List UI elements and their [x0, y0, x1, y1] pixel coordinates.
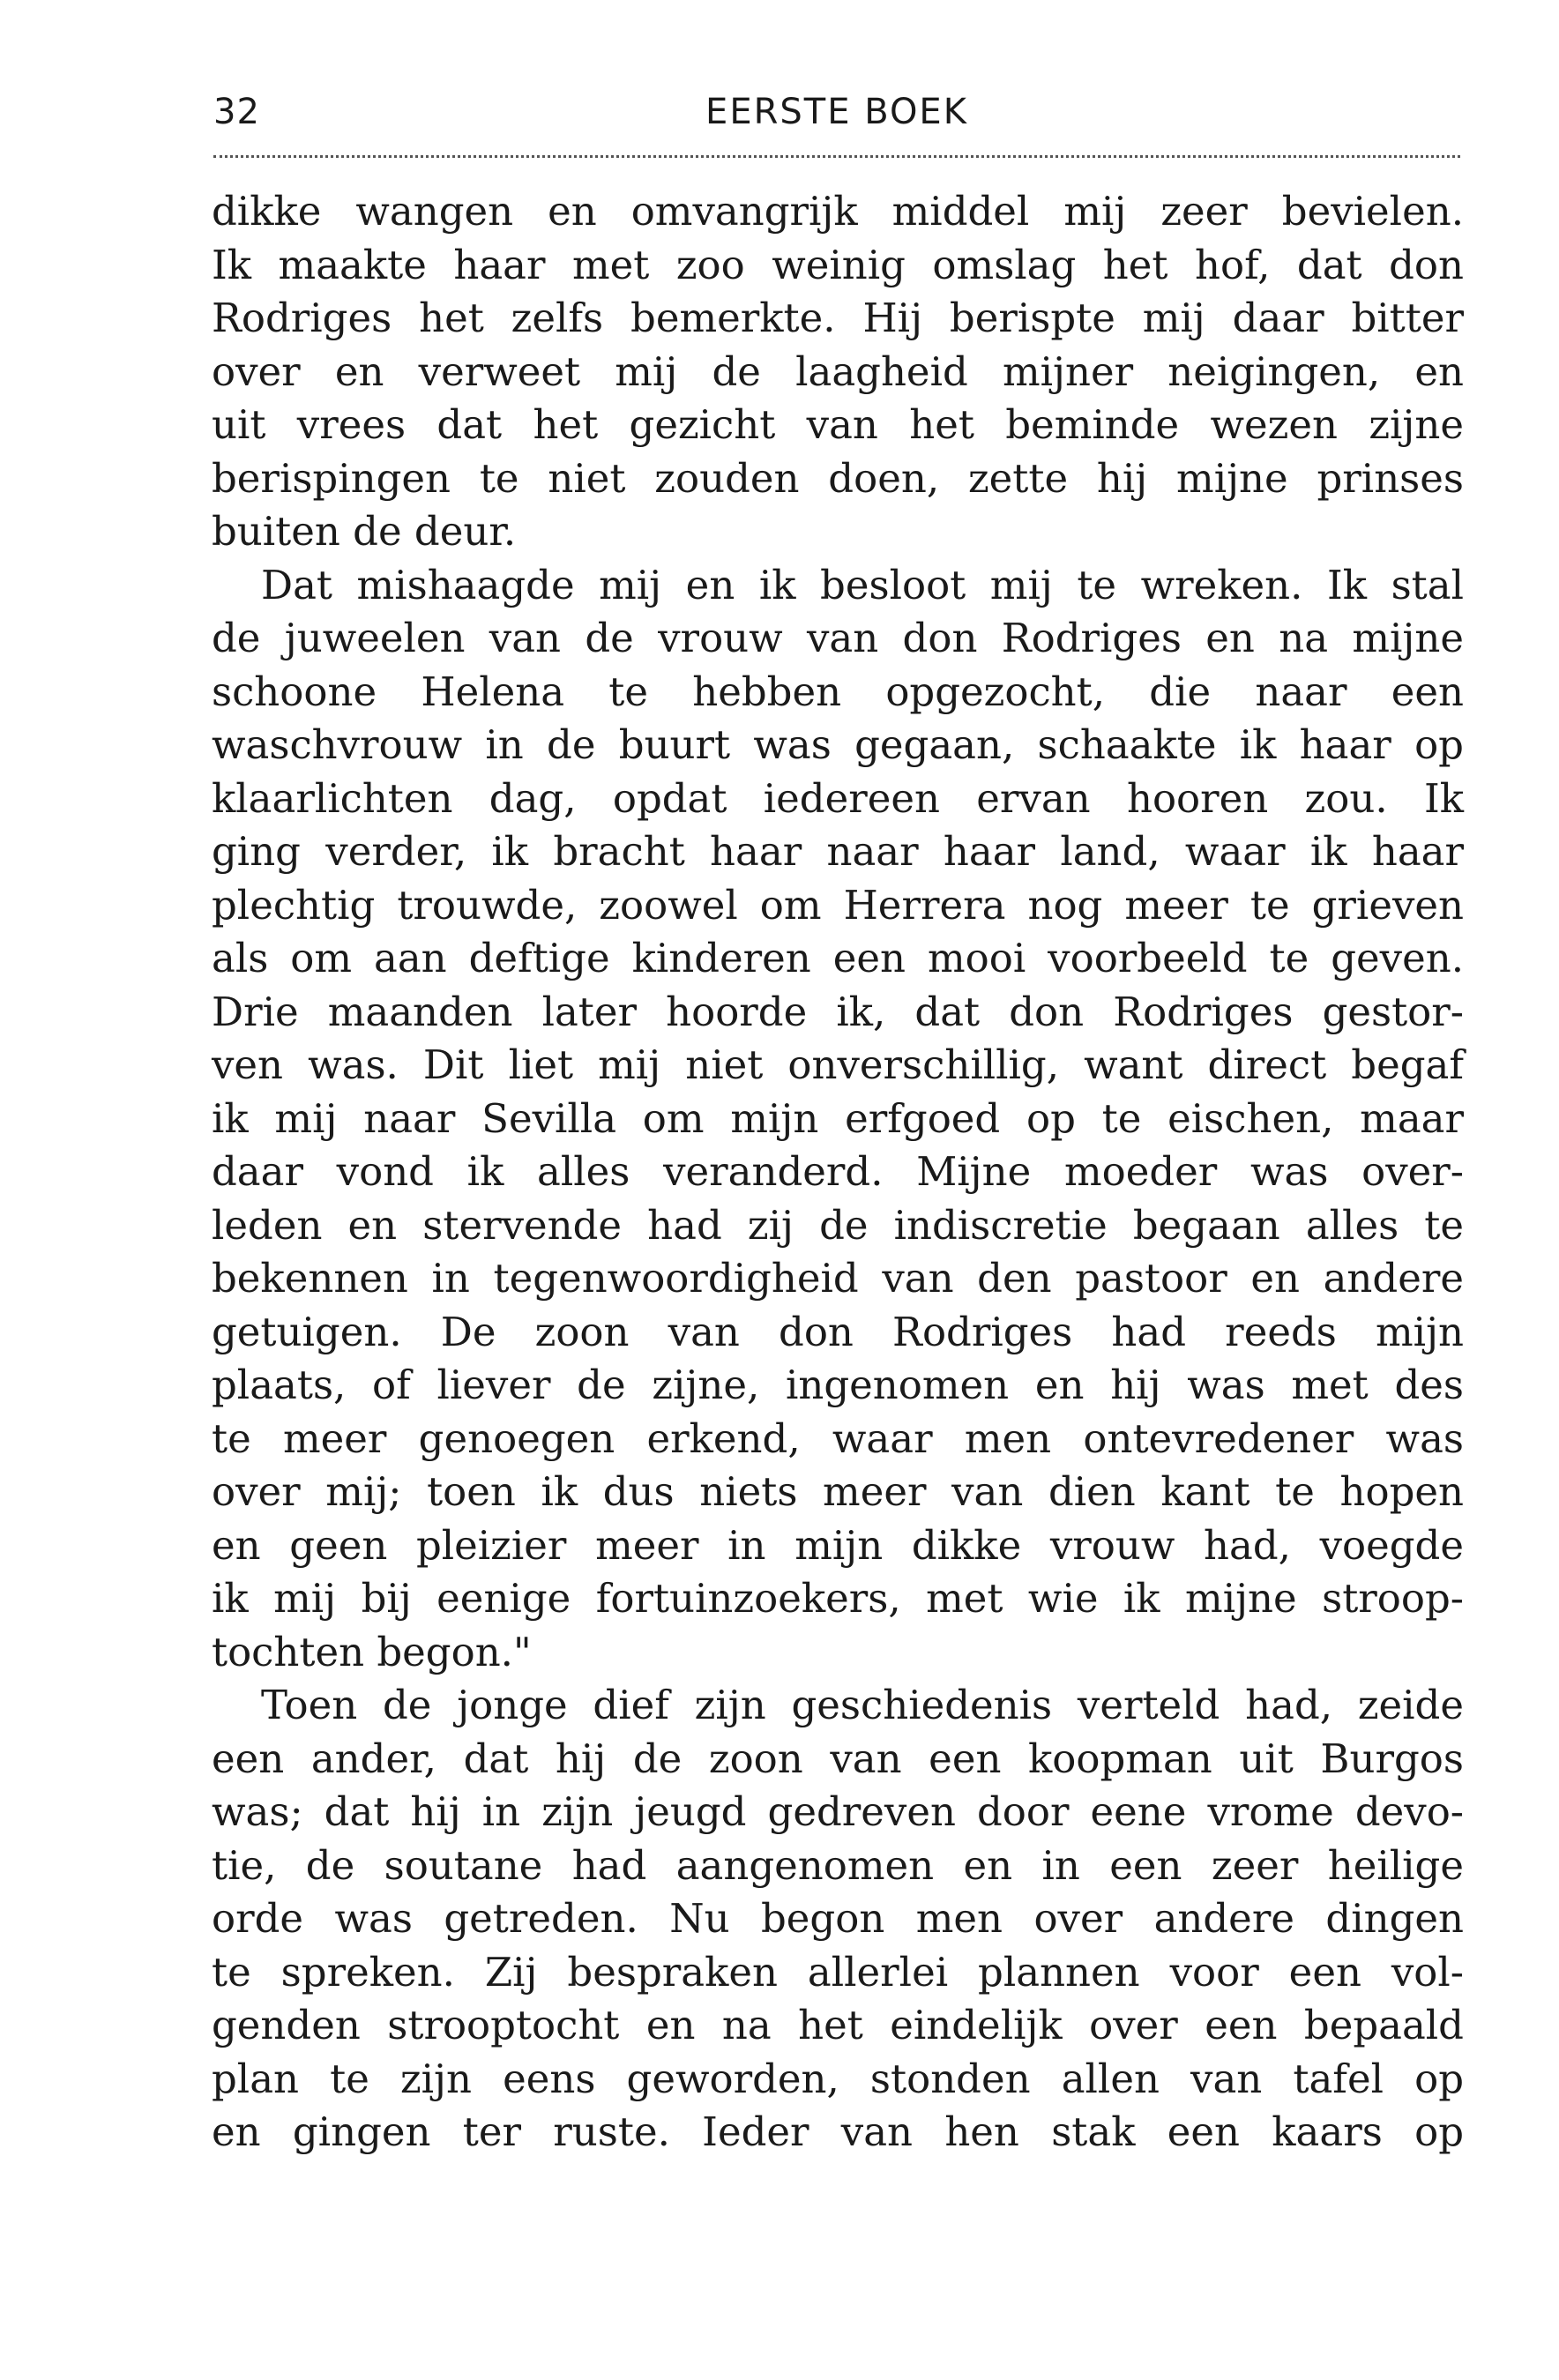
text-line: was; dat hij in zijn jeugd gedreven door eene vrome devo- — [212, 1788, 1464, 1835]
text-line: ik mij bij eenige fortuinzoekers, met wie ik mijne stroop- — [212, 1575, 1464, 1622]
text-line: daar vond ik alles veranderd. Mijne moeder was over- — [212, 1148, 1464, 1195]
text-line: Drie maanden later hoorde ik, dat don Rodriges gestor- — [212, 988, 1464, 1035]
text-line: schoone Helena te hebben opgezocht, die naar een — [212, 668, 1464, 715]
page-number: 32 — [213, 92, 260, 132]
running-title: EERSTE BOEK — [705, 92, 968, 132]
text-line: te meer genoegen erkend, waar men ontevredener was — [212, 1414, 1464, 1462]
text-line: tochten begon." — [212, 1628, 532, 1675]
text-line: orde was getreden. Nu begon men over andere dingen — [212, 1895, 1464, 1942]
text-line: een ander, dat hij de zoon van een koopman uit Burgos — [212, 1735, 1464, 1782]
text-line: bekennen in tegenwoordigheid van den pastoor en andere — [212, 1255, 1464, 1302]
text-line: en gingen ter ruste. Ieder van hen stak een kaars op — [212, 2108, 1464, 2155]
text-line: ven was. Dit liet mij niet onverschillig, want direct begaf — [212, 1041, 1464, 1088]
paragraph-start-line: Toen de jonge dief zijn geschiedenis verteld had, zeide — [261, 1682, 1464, 1728]
text-line: en geen pleizier meer in mijn dikke vrouw had, voegde — [212, 1521, 1464, 1569]
text-line: als om aan deftige kinderen een mooi voorbeeld te geven. — [212, 935, 1464, 981]
text-line: leden en stervende had zij de indiscretie begaan alles te — [212, 1201, 1464, 1249]
text-line: ik mij naar Sevilla om mijn erfgoed op te eischen, maar — [212, 1094, 1464, 1142]
text-line: dikke wangen en omvangrijk middel mij zeer bevielen. — [212, 188, 1464, 235]
text-line: genden strooptocht en na het eindelijk over een bepaald — [212, 2002, 1464, 2048]
paragraph-start-line: Dat mishaagde mij en ik besloot mij te wreken. Ik stal — [261, 561, 1464, 608]
text-line: waschvrouw in de buurt was gegaan, schaakte ik haar op — [212, 721, 1464, 768]
header-divider — [213, 155, 1460, 158]
text-line: te spreken. Zij bespraken allerlei plannen voor een vol- — [212, 1948, 1464, 1996]
text-line: over en verweet mij de laagheid mijner neigingen, en — [212, 347, 1464, 395]
text-line: plan te zijn eens geworden, stonden allen van tafel op — [212, 2055, 1464, 2102]
text-line: berispingen te niet zouden doen, zette hij mijne prinses — [212, 454, 1464, 502]
text-line: klaarlichten dag, opdat iedereen ervan hooren zou. Ik — [212, 774, 1464, 822]
text-line: ging verder, ik bracht haar naar haar land, waar ik haar — [212, 828, 1464, 875]
text-line: getuigen. De zoon van don Rodriges had reeds mijn — [212, 1308, 1464, 1355]
page-header — [213, 81, 1460, 143]
text-line: plaats, of liever de zijne, ingenomen en hij was met des — [212, 1362, 1464, 1408]
text-line: Ik maakte haar met zoo weinig omslag het hof, dat don — [212, 241, 1464, 288]
text-line: tie, de soutane had aangenomen en in een zeer heilige — [212, 1841, 1464, 1889]
body-text — [212, 185, 1464, 2160]
text-line: over mij; toen ik dus niets meer van dien kant te hopen — [212, 1468, 1464, 1515]
text-line: de juweelen van de vrouw van don Rodriges en na mijne — [212, 615, 1464, 661]
text-line: buiten de deur. — [212, 508, 517, 555]
text-line: uit vrees dat het gezicht van het beminde wezen zijne — [212, 401, 1464, 448]
text-line: plechtig trouwde, zoowel om Herrera nog meer te grieven — [212, 881, 1464, 929]
text-line: Rodriges het zelfs bemerkte. Hij berispte mij daar bitter — [212, 295, 1464, 341]
